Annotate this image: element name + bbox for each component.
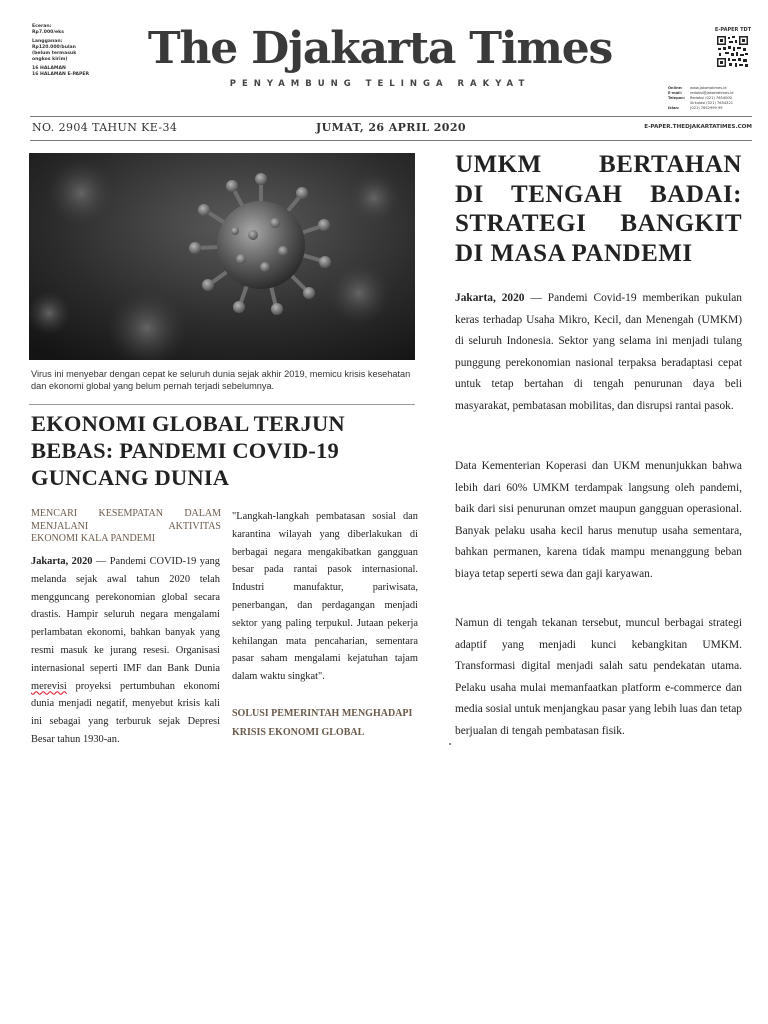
newspaper-tagline: PENYAMBUNG TELINGA RAKYAT bbox=[229, 79, 531, 89]
body-text: — Pandemi Covid-19 memberikan pukulan keras terhadap Usaha Mikro, Kecil, dan Menengah (UMKM) di seluruh Indonesia. Sektor yang selama ini menjadi tulang punggung perekonomian nasional terpaksa beradaptasi cepat untuk tetap bertahan di tengah penurunan daya beli masyarakat, pembatasan mobilitas, dan disrupsi rantai pasok. bbox=[455, 292, 742, 412]
issue-date: JUMAT, 26 APRIL 2020 bbox=[316, 121, 466, 134]
kicker-line: EKONOMI KALA PANDEMI bbox=[31, 533, 156, 544]
right-story-headline bbox=[455, 150, 742, 268]
newspaper-title: The Djakarta Times bbox=[147, 23, 613, 74]
issue-number: NO. 2904 TAHUN KE-34 bbox=[32, 121, 178, 134]
divider bbox=[30, 116, 752, 117]
virus-image bbox=[29, 153, 415, 360]
left-story-column-2: "Langkah-langkah pembatasan sosial dan karantina wilayah yang diberlakukan di berbagai negara mengakibatkan gangguan besar pada rantai pasok internasional. Industri manufaktur, pariwisata, penerbangan, dan perdagangan menjadi sektor yang paling terpukul. Jutaan pekerja kehilangan mata pencaharian, sementara pasar saham mengalami kejatuhan tajam dalam waktu singkat". bbox=[232, 511, 418, 683]
photo-caption: Virus ini menyebar dengan cepat ke seluruh dunia sejak akhir 2019, memicu krisis kesehatan dan ekonomi global yang belum pernah terjadi sebelumnya. bbox=[31, 369, 411, 391]
price-info-line: 16 HALAMAN E-PAPER bbox=[32, 72, 90, 77]
price-info-line: Eceran: bbox=[32, 24, 52, 29]
qr-code-icon bbox=[716, 35, 749, 68]
price-info-line: Rp120.000/bulan bbox=[32, 45, 76, 50]
price-info-line: Langganan: bbox=[32, 39, 63, 44]
price-info-line: ongkos kirim) bbox=[32, 57, 68, 62]
dateline-location: Jakarta, 2020 bbox=[455, 292, 525, 304]
left-story-column-1 bbox=[31, 553, 220, 749]
contact-info bbox=[668, 86, 760, 111]
contact-row: E-mail: redaksi@jakartatimes.id bbox=[668, 91, 734, 95]
price-info-line: Rp7.000/eks bbox=[32, 30, 64, 35]
stray-dot bbox=[449, 743, 451, 745]
body-text: proyeksi pertumbuhan ekonomi dunia menjadi negatif, menyebut krisis kali ini sebagai yang terburuk sejak Depresi Besar tahun 1930-an. bbox=[31, 680, 220, 745]
epaper-label: E-PAPER TDT bbox=[714, 27, 752, 33]
right-story-paragraph-1 bbox=[455, 288, 742, 418]
body-text: — Pandemi COVID-19 yang melanda sejak awal tahun 2020 telah mengguncang perekonomian global secara drastis. Hampir seluruh negara mengalami perlambatan ekonomi, bahkan banyak yang resmi masuk ke jurang resesi. Organisasi internasional seperti IMF dan Bank Dunia bbox=[31, 556, 220, 674]
kicker-line: MENCARI KESEMPATAN DALAM bbox=[31, 508, 221, 519]
right-story-paragraph-2: Data Kementerian Koperasi dan UKM menunjukkan bahwa lebih dari 60% UMKM terdampak langsung oleh pandemi, baik dari sisi penurunan omzet maupun gangguan operasional. Banyak pelaku usaha kecil harus menutup usaha sementara, bahkan permanen, karena tidak mampu menanggung beban biaya tetap seperti sewa dan gaji karyawan. bbox=[455, 460, 742, 580]
contact-row: Online: www.jakartatimes.id bbox=[668, 86, 727, 90]
headline-line: STRATEGI BANGKIT bbox=[455, 210, 742, 237]
left-story-headline: EKONOMI GLOBAL TERJUN BEBAS: PANDEMI COVID-19 GUNCANG DUNIA bbox=[31, 411, 345, 490]
masthead bbox=[0, 0, 768, 118]
contact-row: Iklan: (021) 7652999 99 bbox=[668, 106, 723, 110]
right-story-paragraph-3: Namun di tengah tekanan tersebut, muncul berbagai strategi adaptif yang menjadi kunci kebangkitan UMKM. Transformasi digital menjadi salah satu pendekatan utama. Pelaku usaha mulai memanfaatkan platform e-commerce dan media sosial untuk menjangkau pasar yang lebih luas dan tetap berjualan di tengah pembatasan fisik. bbox=[455, 617, 742, 737]
dateline-location: Jakarta, 2020 bbox=[31, 556, 93, 567]
left-story-kicker bbox=[31, 508, 221, 546]
headline-line: UMKM BERTAHAN bbox=[455, 151, 742, 178]
headline-line: DI MASA PANDEMI bbox=[455, 239, 693, 267]
divider bbox=[30, 140, 752, 141]
price-info-line: (belum termasuk bbox=[32, 51, 77, 56]
epaper-url: E-PAPER.THEDJAKARTATIMES.COM bbox=[644, 124, 752, 130]
dateline bbox=[30, 119, 752, 137]
kicker-line: MENJALANI AKTIVITAS bbox=[31, 520, 221, 532]
headline-line: DI TENGAH BADAI: bbox=[455, 180, 742, 208]
spellcheck-flagged-word: merevisi bbox=[31, 680, 67, 692]
contact-row: Telepon: Redaksi (021) 7654000 bbox=[668, 96, 732, 100]
price-info-line: 16 HALAMAN bbox=[32, 66, 66, 71]
price-info bbox=[32, 24, 128, 78]
contact-row: Sirkulasi (021) 7654321 bbox=[690, 101, 734, 105]
divider bbox=[29, 404, 415, 405]
left-story-subhead: SOLUSI PEMERINTAH MENGHADAPI KRISIS EKONOMI GLOBAL bbox=[232, 708, 413, 738]
